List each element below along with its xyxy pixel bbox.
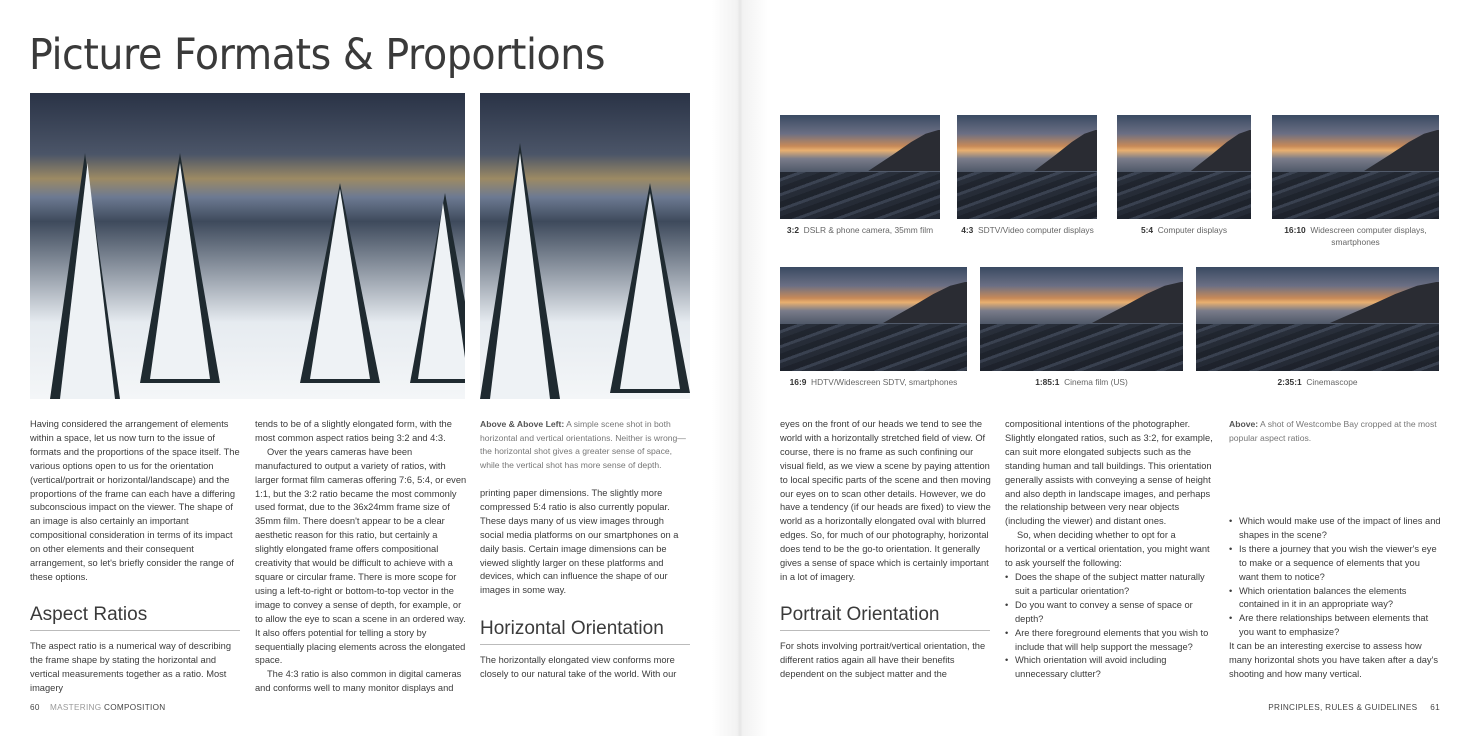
deciding-paragraph: So, when deciding whether to opt for a horizontal or a vertical orientation, you might want to ask yourself the following: — [1005, 530, 1210, 569]
field-of-view-paragraph: eyes on the front of our heads we tend to see the world with a horizontally stretched field of view. Of course, there is no frame as such confining our visual field, as we view a scene by paying attention to local specific parts of the scene and then moving our eyes on to scan other details. However, we do have a tendency (if our heads are fixed) to view the world as a horizontally elongated oval with blurred edges. So, for much of our photography, horizontal does tend to be the go-to orientation. It generally gives a sense of space which is certainly important in a lot of imagery. — [780, 419, 991, 582]
caption-label: Above: — [1229, 419, 1259, 429]
questions-list-1 — [1005, 571, 1217, 682]
left-page-number: 60 — [30, 703, 40, 712]
left-photo-caption — [480, 418, 690, 472]
right-footer — [1160, 703, 1440, 712]
horizontal-orientation-paragraph: The horizontally elongated view conforms more closely to our natural take of the world. With our — [480, 655, 677, 679]
format-5-4-photo — [1117, 115, 1251, 219]
aspect-ratios-paragraph: The aspect ratio is a numerical way of describing the frame shape by stating the horizontal and vertical measurements together as a ratio. Most imagery — [30, 641, 232, 693]
list-item: • Is there a journey that you wish the viewer's eye to make or a sequence of elements that you want them to notice? — [1229, 543, 1441, 585]
left-column-1 — [30, 418, 242, 585]
ratio-1-85-1: 1:85:1 — [1035, 377, 1060, 387]
ratio-paragraph-2: Over the years cameras have been manufactured to output a variety of ratios, with larger format film cameras offering 7:6, 5:4, or even 1:1, but the 3:2 ratio became the most commonly used format, due to the 36x24mm frame size of 35mm film. There doesn't appear to be a clear aesthetic reason for this ratio, but certainly a slightly elongated frame offers compositional creativity that would be difficult to achieve with a square or circular frame. There is more scope for using a left-to-right or bottom-to-top vector in the image to convey a sense of depth, for example, or to allow the eye to scan a scene in an ordered way. It also offers potential for telling a story by sequentially placing elements across the elongated space. — [255, 446, 467, 666]
ratio-16-9: 16:9 — [789, 377, 807, 387]
ratio-5-4: 5:4 — [1140, 225, 1154, 235]
format-16-10-photo — [1272, 115, 1439, 219]
book-gutter — [712, 0, 768, 736]
section-title: PRINCIPLES, RULES & GUIDELINES — [1268, 703, 1418, 712]
format-label-5-4 — [1117, 224, 1251, 236]
desc-16-10-line2: smartphones — [1331, 237, 1380, 247]
left-footer — [30, 703, 166, 712]
ratio-paragraph-3: The 4:3 ratio is also common in digital cameras and conforms well to many monitor displays and — [255, 669, 462, 694]
list-item: • Which orientation balances the elements contained in it in an appropriate way? — [1229, 585, 1441, 613]
snow-scene-horizontal-photo — [30, 93, 465, 399]
right-page-number: 61 — [1430, 703, 1440, 712]
social-media-paragraph: printing paper dimensions. The slightly more compressed 5:4 ratio is also currently popular. These days many of us view images through social media platforms on our smartphones on a daily basis. Certain image dimensions can be viewed slightly larger on these platforms and devices, which can influence the shape of our images in some way. — [480, 488, 679, 596]
left-column-2 — [255, 418, 467, 696]
desc-4-3: SDTV/Video computer displays — [978, 225, 1094, 235]
list-item: • Are there foreground elements that you wish to include that will help support the message? — [1005, 627, 1217, 655]
list-item: • Are there relationships between elements that you want to emphasize? — [1229, 612, 1441, 640]
portrait-orientation-paragraph: For shots involving portrait/vertical orientation, the different ratios again all have their benefits dependent on the subject matter and the — [780, 641, 986, 679]
ratio-4-3: 4:3 — [961, 225, 974, 235]
questions-list-2 — [1229, 515, 1441, 640]
format-2-35-1-photo — [1196, 267, 1439, 371]
caption-text: A simple scene shot in both horizontal and vertical orientations. Neither is wrong—the horizontal shot gives a greater sense of space, while the vertical shot has more sense of depth. — [480, 419, 686, 470]
list-item: • Does the shape of the subject matter naturally suit a particular orientation? — [1005, 571, 1217, 599]
desc-16-9: HDTV/Widescreen SDTV, smartphones — [811, 377, 958, 387]
format-label-4-3 — [950, 224, 1105, 236]
ratio-16-10: 16:10 — [1284, 225, 1306, 235]
exercise-paragraph: It can be an interesting exercise to assess how many horizontal shots you have taken after a day's shooting and how many vertical. — [1229, 641, 1439, 679]
left-column-3 — [480, 487, 690, 598]
desc-1-85-1: Cinema film (US) — [1064, 377, 1128, 387]
desc-5-4: Computer displays — [1157, 225, 1228, 235]
caption-text: A shot of Westcombe Bay cropped at the most popular aspect ratios. — [1229, 419, 1437, 443]
desc-16-10: Widescreen computer displays, — [1310, 225, 1427, 235]
format-3-2-photo — [780, 115, 940, 219]
list-item: • Which orientation will avoid including unnecessary clutter? — [1005, 654, 1217, 682]
ratio-paragraph-1: tends to be of a slightly elongated form, with the most common aspect ratios being 3:2 and 4:3. — [255, 419, 452, 443]
page-title: Picture Formats & Proportions — [29, 30, 606, 80]
format-label-3-2 — [780, 224, 940, 236]
ratio-3-2: 3:2 — [786, 225, 800, 235]
ratio-2-35-1: 2:35:1 — [1277, 377, 1302, 387]
format-4-3-photo — [957, 115, 1097, 219]
format-label-2-35-1 — [1196, 376, 1439, 388]
book-title-dark: COMPOSITION — [103, 703, 166, 712]
list-item: • Do you want to convey a sense of space or depth? — [1005, 599, 1217, 627]
portrait-orientation-heading: Portrait Orientation — [780, 604, 990, 631]
intro-paragraph: Having considered the arrangement of elements within a space, let us now turn to the issue of formats and the proportions of the space itself. The various options open to us for the orientation (vertical/portrait or horizontal/landscape) and the proportions of the frame can each have a differing subconscious impact on the viewer. The shape of an image is also certainly an important compositional consideration in terms of its impact on other elements and their consequent arrangement, so let's briefly consider the range of these options. — [30, 419, 240, 582]
compositional-paragraph: compositional intentions of the photographer. Slightly elongated ratios, such as 3:2, for example, can suit more elongated subjects such as the standing human and tall buildings. This orientation generally assists with conveying a sense of height and also depth in landscape images, and perhaps the relationship between very near objects (including the viewer) and distant ones. — [1005, 419, 1213, 527]
format-16-9-photo — [780, 267, 967, 371]
desc-3-2: DSLR & phone camera, 35mm film — [803, 225, 934, 235]
caption-label: Above & Above Left: — [480, 419, 565, 429]
book-title-light: MASTERING — [50, 703, 102, 712]
right-column-3 — [1229, 515, 1441, 682]
right-photo-caption — [1229, 418, 1439, 445]
snow-scene-vertical-photo — [480, 93, 690, 399]
aspect-ratios-heading: Aspect Ratios — [30, 604, 240, 631]
format-label-16-10 — [1272, 224, 1439, 248]
list-item: • Which would make use of the impact of lines and shapes in the scene? — [1229, 515, 1441, 543]
desc-2-35-1: Cinemascope — [1306, 377, 1358, 387]
format-1-85-1-photo — [980, 267, 1183, 371]
horizontal-orientation-heading: Horizontal Orientation — [480, 618, 690, 645]
right-column-1 — [780, 418, 992, 585]
right-column-2 — [1005, 418, 1217, 682]
format-label-16-9 — [780, 376, 967, 388]
format-label-1-85-1 — [980, 376, 1183, 388]
